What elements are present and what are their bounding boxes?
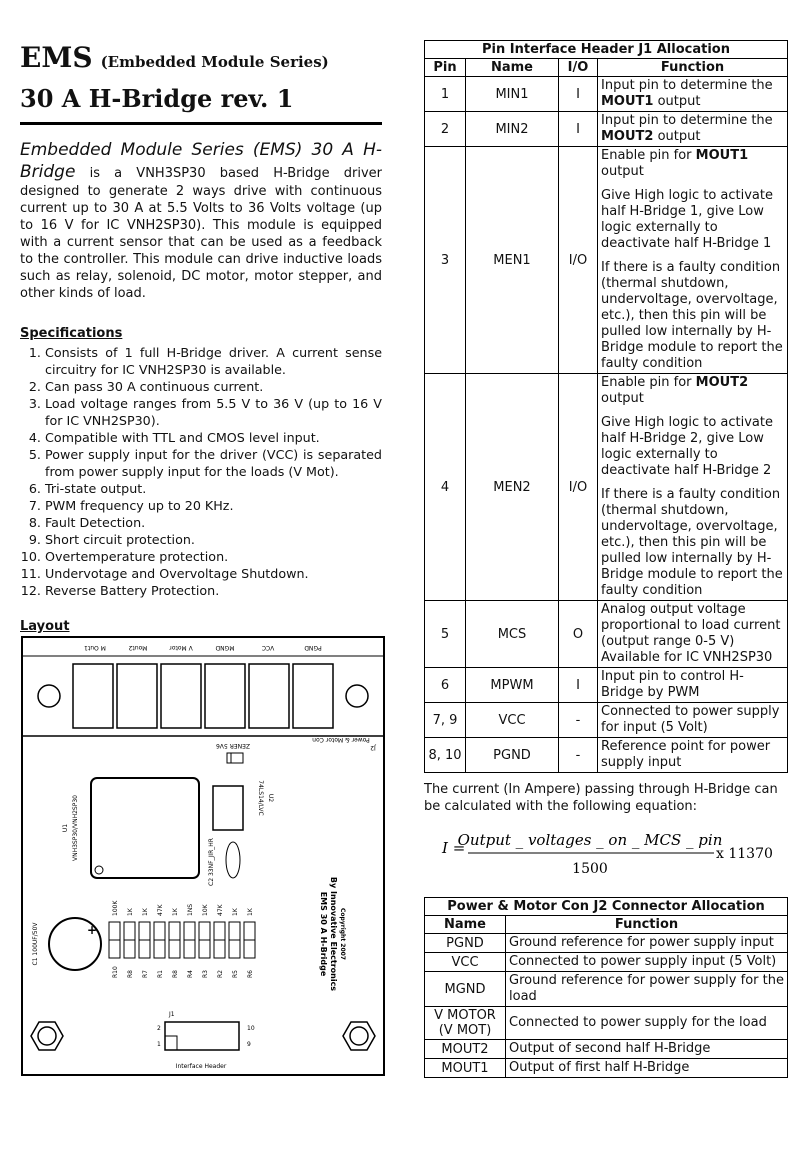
j2-label: Power & Motor Con (312, 736, 370, 743)
name-cell: V MOTOR (V MOT) (425, 1007, 506, 1040)
board-layout (21, 636, 385, 1076)
resistor-array (109, 900, 255, 978)
name-cell: MOUT2 (425, 1040, 506, 1059)
resistor-value: 100K (112, 900, 119, 916)
table-row (425, 601, 788, 668)
function-cell: Output of second half H-Bridge (506, 1040, 788, 1059)
spec-item: 4. Compatible with TTL and CMOS level input. (45, 429, 382, 446)
spec-item: 6. Tri-state output. (45, 480, 382, 497)
intro-text: is a VNH3SP30 based H-Bridge driver designed to generate 2 ways drive with continuous current up to 30 A at 5.5 Volts to 36 Volts voltage (up to 16 V for IC VNH2SP30). This module is equipped with a current sensor that can be used as a feedback to the controller. This module can drive inductive loads such as relay, solenoid, DC motor, motor stepper, and other kinds of load. (20, 166, 382, 301)
resistor-value: 47K (157, 904, 164, 916)
function-text: Enable pin for (601, 148, 696, 163)
pin-cell: 6 (425, 668, 466, 703)
j1-allocation-table (424, 40, 788, 773)
table-row (425, 738, 788, 773)
function-cell (598, 147, 788, 374)
equation-multiplier: x 11370 (716, 846, 773, 862)
resistor-ref: R2 (217, 970, 224, 978)
j1-header-io: I/O (559, 59, 598, 77)
ic-u2-label: 74LS14/LVC (257, 780, 264, 816)
io-cell: I/O (559, 374, 598, 601)
c1-label: C1 100UF/50V (32, 922, 39, 966)
function-cell: Output of first half H-Bridge (506, 1059, 788, 1078)
table-row (425, 703, 788, 738)
table-row (425, 147, 788, 374)
c1-polarity-plus: + (87, 923, 98, 937)
function-text: output (601, 391, 644, 406)
terminal-block (205, 664, 245, 728)
mount-hole (38, 1027, 56, 1045)
terminal-label-vmotor: V Motor (169, 644, 193, 651)
function-para: Give High logic to activate half H-Bridge 1, give Low logic externally to deactivate half H-Bridge 1 (601, 188, 773, 251)
io-cell: I (559, 77, 598, 112)
pin-cell: 2 (425, 112, 466, 147)
table-row (425, 934, 788, 953)
function-text: Input pin to determine the (601, 113, 773, 128)
table-row (425, 112, 788, 147)
equation-numerator: Output _ voltages _ on _ MCS _ pin (457, 831, 723, 849)
equation-lhs: I = (442, 839, 466, 857)
zener-label: ZENER 5V6 (216, 742, 250, 749)
name-cell: MEN2 (466, 374, 559, 601)
pin-cell: 7, 9 (425, 703, 466, 738)
terminal-label-mgnd: MGND (215, 644, 235, 651)
name-cell: PGND (425, 934, 506, 953)
ic-u1-package (91, 778, 199, 878)
screw-terminals (38, 664, 368, 728)
io-cell: - (559, 703, 598, 738)
io-cell: O (559, 601, 598, 668)
ic-u2-package (213, 786, 243, 830)
function-cell: Ground reference for power supply input (506, 934, 788, 953)
function-cell: Analog output voltage proportional to load current (output range 0-5 V) Available for IC VNH2SP30 (598, 601, 788, 668)
j2-ref: J2 (370, 744, 376, 751)
spec-item: 1. Consists of 1 full H-Bridge driver. A current sense circuitry for IC VNH2SP30 is available. (45, 344, 382, 378)
function-cell (598, 77, 788, 112)
name-cell: MPWM (466, 668, 559, 703)
function-cell: Connected to power supply for the load (506, 1007, 788, 1040)
interface-header-label: Interface Header (175, 1063, 227, 1070)
bottom-mounts (31, 1022, 375, 1050)
pin-cell: 4 (425, 374, 466, 601)
j1-header-name: Name (466, 59, 559, 77)
pin-cell: 3 (425, 147, 466, 374)
resistor-value: 1K (127, 908, 134, 916)
resistor-ref: R10 (112, 966, 119, 978)
left-column (20, 42, 382, 634)
terminal-block (117, 664, 157, 728)
hex-nut (31, 1022, 63, 1050)
name-cell: MCS (466, 601, 559, 668)
resistor-value: 47K (217, 904, 224, 916)
intro-paragraph (20, 139, 382, 302)
spec-item: 8. Fault Detection. (45, 514, 382, 531)
spec-item: 7. PWM frequency up to 20 KHz. (45, 497, 382, 514)
terminal-block (249, 664, 289, 728)
resistor-ref: R8 (172, 970, 179, 978)
spec-item: 2. Can pass 30 A continuous current. (45, 378, 382, 395)
pin-cell: 5 (425, 601, 466, 668)
name-cell: VCC (466, 703, 559, 738)
title-rule (20, 122, 382, 125)
resistor-value: 10K (202, 904, 209, 916)
hex-nut (343, 1022, 375, 1050)
resistor-ref: R3 (202, 970, 209, 978)
function-text: output (601, 164, 644, 179)
pin-cell: 1 (425, 77, 466, 112)
intro-lead: Embedded Module Series (EMS) 30 A H-Bridge (20, 140, 382, 182)
name-cell: MIN1 (466, 77, 559, 112)
function-bold: MOUT2 (695, 375, 749, 390)
function-bold: MOUT1 (695, 148, 749, 163)
function-text: output (653, 94, 701, 109)
layout-title: Layout (20, 619, 70, 634)
function-text: Input pin to determine the (601, 78, 773, 93)
equation-denominator: 1500 (572, 861, 608, 877)
terminal-block (161, 664, 201, 728)
current-note: The current (In Ampere) passing through H-Bridge can be calculated with the following equation: (424, 782, 778, 814)
function-para: Give High logic to activate half H-Bridge 2, give Low logic externally to deactivate half H-Bridge 2 (601, 415, 773, 478)
equation-svg (424, 831, 788, 883)
j1-header-pin: Pin (425, 59, 466, 77)
name-cell: MGND (425, 972, 506, 1007)
resistor-ref: R6 (247, 970, 254, 978)
page-title: 30 A H-Bridge rev. 1 (20, 84, 294, 113)
mount-hole (38, 685, 60, 707)
page-brand (20, 42, 382, 78)
name-cell: MEN1 (466, 147, 559, 374)
board-credits (319, 877, 346, 991)
table-row (425, 953, 788, 972)
ic-pin1-mark (95, 866, 103, 874)
function-para: If there is a faulty condition (thermal shutdown, undervoltage, overvoltage, etc.), then this pin will be pulled low internally by H-Bridge module to report the faulty condition (601, 260, 783, 371)
board-svg (23, 638, 383, 1074)
function-cell: Connected to power supply input (5 Volt) (506, 953, 788, 972)
ic-u1-ref: U1 (62, 823, 69, 833)
terminal-label-mout2: Mout2 (128, 644, 148, 651)
table-row (425, 1059, 788, 1078)
brand-subtitle: (Embedded Module Series) (100, 53, 329, 71)
mount-hole (346, 685, 368, 707)
j1-header-function: Function (598, 59, 788, 77)
resistor-value: 1NS (187, 903, 194, 916)
j1-ref: J1 (169, 1011, 175, 1018)
function-cell: Ground reference for power supply for the load (506, 972, 788, 1007)
spec-item: 9. Short circuit protection. (45, 531, 382, 548)
specs-title: Specifications (20, 326, 123, 341)
j2-allocation-table (424, 897, 788, 1078)
terminal-block (293, 664, 333, 728)
function-cell (598, 112, 788, 147)
terminal-labels (84, 644, 322, 651)
function-cell: Input pin to control H-Bridge by PWM (598, 668, 788, 703)
board-title: EMS 30 A H-Bridge (319, 891, 328, 977)
resistor-value: 1K (172, 908, 179, 916)
name-cell: MIN2 (466, 112, 559, 147)
spec-item: 5. Power supply input for the driver (VCC) is separated from power supply input for the loads (V Mot). (45, 446, 382, 480)
function-cell: Reference point for power supply input (598, 738, 788, 773)
function-cell: Connected to power supply for input (5 Volt) (598, 703, 788, 738)
resistor-ref: R8 (127, 970, 134, 978)
function-text: Enable pin for (601, 375, 696, 390)
table-row (425, 1007, 788, 1040)
specs-list (20, 344, 382, 599)
j1-pin1: 1 (157, 1041, 161, 1048)
io-cell: - (559, 738, 598, 773)
j2-header-function: Function (506, 916, 788, 934)
current-equation (424, 831, 788, 883)
pin-cell: 8, 10 (425, 738, 466, 773)
name-cell: VCC (425, 953, 506, 972)
terminal-label-mout1: M Out1 (84, 644, 106, 651)
resistor-value: 1K (247, 908, 254, 916)
function-para: If there is a faulty condition (thermal shutdown, undervoltage, overvoltage, etc.), then this pin will be pulled low internally by H-Bridge module to report the faulty condition (601, 487, 783, 598)
resistor-value: 1K (232, 908, 239, 916)
function-bold: MOUT2 (601, 129, 654, 144)
terminal-block (73, 664, 113, 728)
terminal-label-vcc: VCC (261, 644, 275, 651)
resistor-value: 1K (142, 908, 149, 916)
resistor-ref: R4 (187, 970, 194, 978)
right-column (424, 40, 788, 1078)
table-row (425, 668, 788, 703)
j1-table-caption: Pin Interface Header J1 Allocation (425, 41, 788, 59)
function-para (601, 148, 784, 180)
table-row (425, 77, 788, 112)
resistor-ref: R1 (157, 970, 164, 978)
capacitor-c2 (226, 842, 240, 878)
io-cell: I (559, 668, 598, 703)
table-row (425, 374, 788, 601)
io-cell: I (559, 112, 598, 147)
resistor-ref: R7 (142, 970, 149, 978)
function-bold: MOUT1 (601, 94, 654, 109)
spec-item: 10. Overtemperature protection. (45, 548, 382, 565)
terminal-label-pgnd: PGND (304, 644, 322, 651)
spec-item: 11. Undervotage and Overvoltage Shutdown. (45, 565, 382, 582)
name-cell: PGND (466, 738, 559, 773)
board-copy: Copyright 2007 (339, 908, 346, 960)
ic-u2-ref: U2 (267, 793, 274, 803)
brand-text: EMS (20, 41, 93, 74)
name-cell: MOUT1 (425, 1059, 506, 1078)
j1-pin9: 9 (247, 1041, 251, 1048)
j1-pin2: 2 (157, 1025, 161, 1032)
j2-header-name: Name (425, 916, 506, 934)
mount-hole (350, 1027, 368, 1045)
j1-pin10: 10 (247, 1025, 255, 1032)
j2-table-caption: Power & Motor Con J2 Connector Allocation (425, 898, 788, 916)
function-cell (598, 374, 788, 601)
j1-pin1-square (165, 1036, 177, 1050)
board-by: By Innovative Electronics (329, 876, 338, 992)
c2-label: C2 33NF_JIR_HR (208, 838, 215, 886)
table-row (425, 972, 788, 1007)
function-text: output (653, 129, 701, 144)
spec-item: 3. Load voltage ranges from 5.5 V to 36 V (up to 16 V for IC VNH2SP30). (45, 395, 382, 429)
zener-diode (227, 753, 243, 763)
function-para (601, 375, 784, 407)
resistor-ref: R5 (232, 970, 239, 978)
io-cell: I/O (559, 147, 598, 374)
ic-u1-name: VNH3SP30/VNH2SP30 (72, 795, 79, 861)
table-row (425, 1040, 788, 1059)
spec-item: 12. Reverse Battery Protection. (45, 582, 382, 599)
